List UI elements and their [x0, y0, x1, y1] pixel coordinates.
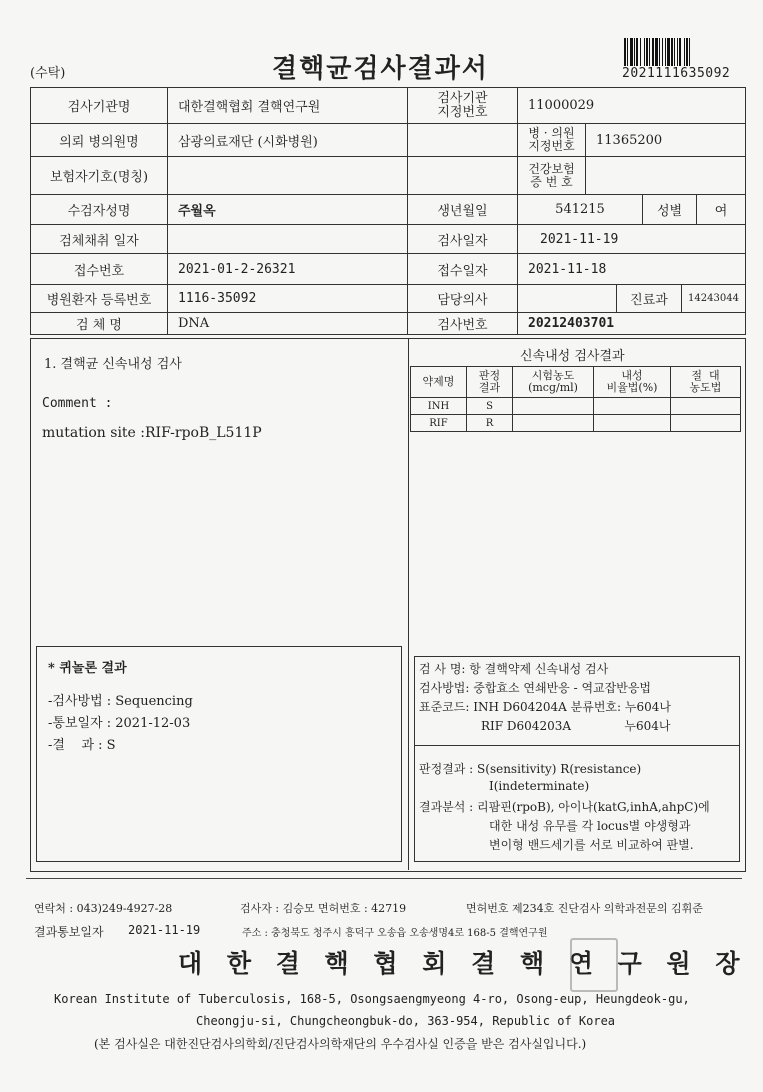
label-specimen: 검 체 명: [76, 318, 122, 333]
cell-concentration: [513, 398, 594, 415]
footer-address-en-2: Cheongju-si, Chungcheongbuk-do, 363-954, Republic of Korea: [196, 1014, 616, 1028]
table-row: [411, 415, 741, 432]
value-patient-reg-number: 1116-35092: [178, 291, 257, 306]
mutation-site: mutation site :RIF-rpoB_L511P: [42, 425, 262, 441]
cell-drug: INH: [411, 398, 467, 415]
label-doctor: 담당의사: [437, 293, 488, 308]
cell-absolute: [671, 415, 741, 432]
cell-drug: RIF: [411, 415, 467, 432]
document-title: 결핵균검사결과서: [272, 54, 489, 84]
result-table-heading: 신속내성 검사결과: [520, 349, 625, 364]
label-patient-name: 수검자성명: [67, 204, 131, 219]
method-judgement: 판정결과 : S(sensitivity) R(resistance): [419, 762, 642, 776]
value-doctor: [518, 285, 616, 312]
cell-judgement: S: [467, 398, 513, 415]
value-receipt-number: 2021-01-2-26321: [178, 261, 296, 277]
label-hospital: 의뢰 병의원명: [59, 134, 139, 150]
receipt-label: (수탁): [30, 66, 66, 81]
quinolone-box: [36, 646, 402, 862]
label-institution-code: 검사기관 지정번호: [437, 90, 488, 120]
quinolone-date: -통보일자 : 2021-12-03: [48, 716, 191, 731]
method-analysis-2: 대한 내성 유무를 각 locus별 야생형과: [489, 819, 691, 833]
value-sex: 여: [714, 204, 728, 219]
col-judgement: 판정 결과: [467, 367, 513, 398]
value-hospital: 삼광의료재단 (시화병원): [178, 134, 318, 150]
label-institution: 검사기관명: [67, 100, 131, 115]
label-receipt-number: 접수번호: [73, 263, 125, 279]
value-birthdate: 541215: [555, 202, 605, 217]
label-test-number: 검사번호: [437, 318, 488, 333]
cell-judgement: R: [467, 415, 513, 432]
method-test-name: 검 사 명: 항 결핵약제 신속내성 검사: [419, 662, 609, 676]
label-collection-date: 검체채취 일자: [59, 233, 139, 249]
label-receipt-date: 접수일자: [437, 263, 488, 279]
patient-info-table: [30, 87, 746, 335]
value-hospital-code: 11365200: [596, 132, 663, 148]
official-seal-icon: [570, 938, 618, 992]
col-drug: 약제명: [411, 367, 467, 398]
footer-license: 면허번호 제234호 진단검사 의학과전문의 김휘준: [466, 902, 703, 915]
value-insurer: [168, 157, 407, 194]
label-patient-reg-number: 병원환자 등록번호: [46, 293, 152, 308]
cell-proportion: [594, 398, 671, 415]
label-birthdate: 생년월일: [437, 204, 488, 219]
label-hospital-code: 병 · 의원 지정번호: [528, 126, 575, 153]
method-judgement-2: I(indeterminate): [489, 779, 590, 793]
method-standard-code: 표준코드: INH D604204A 분류번호: 누604나: [419, 700, 671, 714]
footer-notify-date: 2021-11-19: [128, 923, 201, 937]
value-specimen: DNA: [178, 316, 210, 331]
value-test-number: 20212403701: [528, 316, 615, 331]
footer-address-en-1: Korean Institute of Tuberculosis, 168-5, Osongsaengmyeong 4-ro, Osong-eup, Heungdeok-gu,: [54, 992, 690, 1006]
value-patient-name: 주월옥: [178, 204, 216, 219]
method-standard-code-2: RIF D604203A 누604나: [481, 719, 671, 733]
value-test-date: 2021-11-19: [540, 231, 619, 247]
quinolone-heading: * 퀴놀론 결과: [48, 661, 127, 676]
cell-absolute: [671, 398, 741, 415]
footer-examiner: 검사자 : 김승모 면허번호 : 42719: [240, 902, 407, 915]
label-test-date: 검사일자: [437, 233, 488, 249]
footer-contact: 연락처 : 043)249-4927-28: [34, 902, 173, 915]
method-analysis-3: 변이형 밴드세기를 서로 비교하여 판별.: [489, 838, 694, 852]
quinolone-result: -결 과 : S: [48, 738, 116, 753]
value-insurance-number: [586, 157, 745, 194]
value-institution-code: 11000029: [528, 98, 595, 113]
value-receipt-date: 2021-11-18: [528, 261, 607, 277]
cell-proportion: [594, 415, 671, 432]
institute-name: 대 한 결 핵 협 회 결 핵 연 구 원 장: [178, 949, 748, 978]
method-analysis: 결과분석 : 리팜핀(rpoB), 아이나(katG,inhA,ahpC)에: [419, 800, 710, 814]
barcode-number: 2021111635092: [622, 66, 731, 81]
col-absolute: 절 대 농도법: [671, 367, 741, 398]
col-concentration: 시험농도 (mcg/ml): [513, 367, 594, 398]
barcode-icon: [624, 38, 732, 66]
method-test-method: 검사방법: 중합효소 연쇄반응 - 역교잡반응법: [419, 681, 652, 695]
footer-certification: (본 검사실은 대한진단검사의학회/진단검사의학재단의 우수검사실 인증을 받은 검사실입니다.): [94, 1037, 587, 1051]
label-sex: 성별: [656, 204, 683, 219]
comment-label: Comment :: [42, 396, 113, 411]
label-insurer: 보험자기호(명칭): [49, 170, 149, 185]
rapid-test-heading: 1. 결핵균 신속내성 검사: [44, 357, 182, 372]
col-proportion: 내성 비율법(%): [594, 367, 671, 398]
footer-address-kr: 주소 : 충청북도 청주시 흥덕구 오송읍 오송생명4로 168-5 결핵연구원: [242, 928, 548, 939]
table-row: [411, 398, 741, 415]
value-department: 14243044: [688, 293, 739, 304]
label-department: 진료과: [630, 293, 668, 308]
label-insurance-number: 건강보험 증 번 호: [528, 161, 575, 189]
quinolone-method: -검사방법 : Sequencing: [48, 694, 193, 709]
value-collection-date: [168, 225, 407, 253]
cell-concentration: [513, 415, 594, 432]
value-institution: 대한결핵협회 결핵연구원: [178, 100, 321, 115]
footer-notify-label: 결과통보일자: [34, 925, 104, 939]
susceptibility-table: [410, 366, 741, 432]
